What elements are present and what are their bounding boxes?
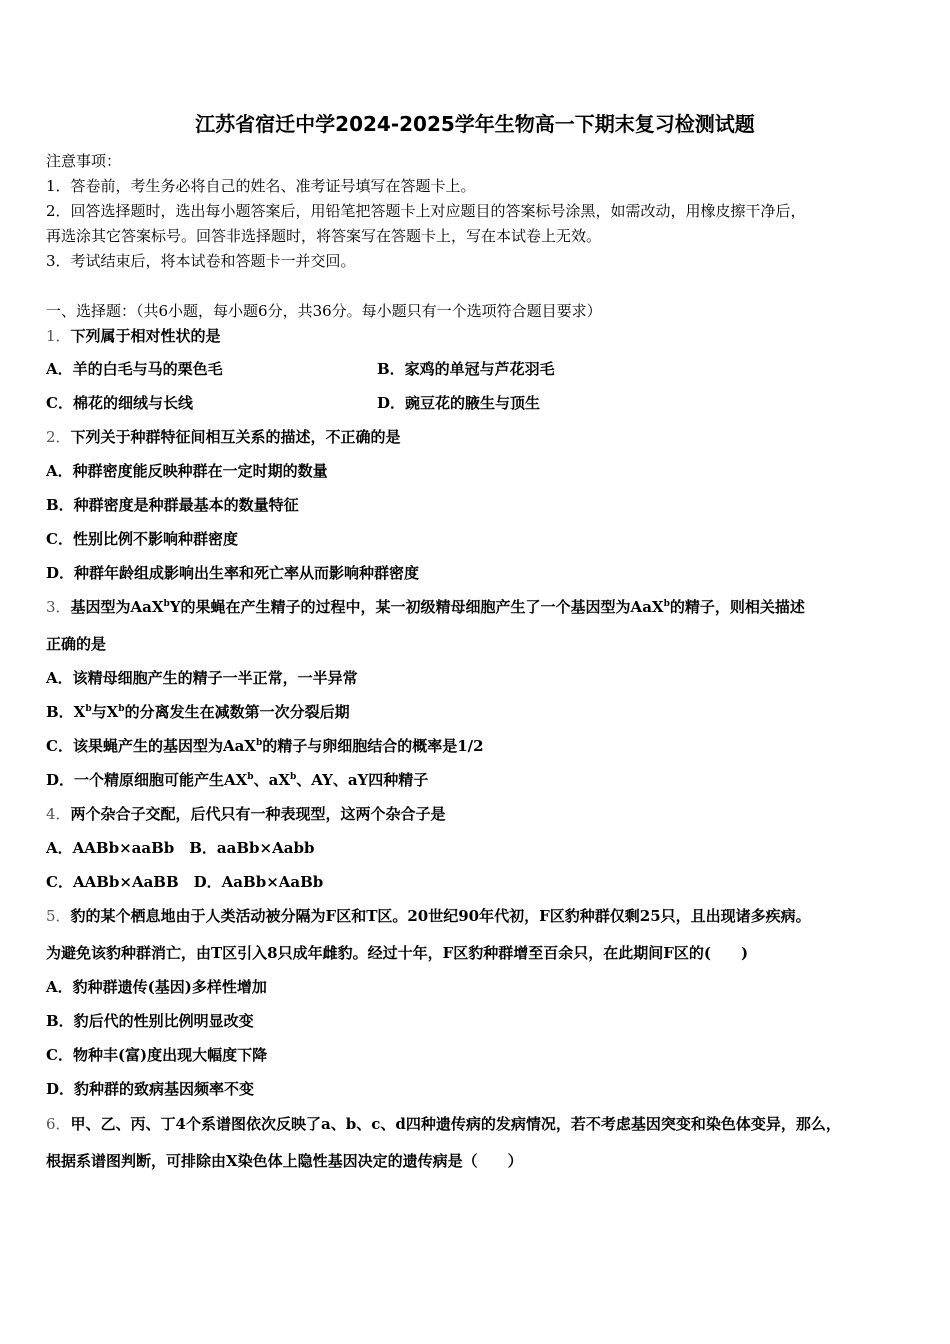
option-a: A．羊的白毛与马的栗色毛 <box>46 360 223 378</box>
option-d <box>46 769 428 791</box>
superscript: b <box>85 704 92 714</box>
option-b: B．种群密度是种群最基本的数量特征 <box>46 496 299 514</box>
option-a: A．该精母细胞产生的精子一半正常，一半异常 <box>46 669 358 687</box>
question-1 <box>46 325 221 347</box>
option-b <box>46 701 350 723</box>
superscript: b <box>163 599 170 609</box>
question-stem-continued: 为避免该豹种群消亡，由T区引入8只成年雌豹。经过十年，F区豹种群增至百余只，在此期间F区的( ) <box>46 944 749 962</box>
option-a: A．种群密度能反映种群在一定时期的数量 <box>46 462 328 480</box>
option-part: C．该果蝇产生的基因型为AaX <box>46 737 256 755</box>
option-b: B．豹后代的性别比例明显改变 <box>46 1012 254 1030</box>
question-number: 3． <box>46 598 71 616</box>
notice-item: 3．考试结束后，将本试卷和答题卡一并交回。 <box>46 252 356 270</box>
notice-heading: 注意事项： <box>46 152 122 170</box>
option-part: 的分离发生在减数第一次分裂后期 <box>124 703 350 721</box>
question-stem: 两个杂合子交配，后代只有一种表现型，这两个杂合子是 <box>70 805 446 823</box>
stem-part: Y的果蝇在产生精子的过程中，某一初级精母细胞产生了一个基因型为AaX <box>169 598 664 616</box>
option-c <box>46 735 484 757</box>
option-b: B．家鸡的单冠与芦花羽毛 <box>377 360 555 378</box>
option-d: D．种群年龄组成影响出生率和死亡率从而影响种群密度 <box>46 564 420 582</box>
stem-part: 的精子，则相关描述 <box>669 598 805 616</box>
question-stem: 豹的某个栖息地由于人类活动被分隔为F区和T区。20世纪90年代初，F区豹种群仅剩25只，且出现诸多疾病。 <box>70 907 811 925</box>
option-part: D．一个精原细胞可能产生AX <box>46 771 248 789</box>
question-stem-continued: 根据系谱图判断，可排除由X染色体上隐性基因决定的遗传病是（ ） <box>46 1152 523 1170</box>
stem-part: 基因型为AaX <box>70 598 164 616</box>
option-c: C．性别比例不影响种群密度 <box>46 530 238 548</box>
superscript: b <box>289 772 297 782</box>
superscript: b <box>247 772 254 782</box>
option-c: C．棉花的细绒与长线 <box>46 394 193 412</box>
option-a: A．豹种群遗传(基因)多样性增加 <box>46 978 267 996</box>
notice-item: 2．回答选择题时，选出每小题答案后，用铅笔把答题卡上对应题目的答案标号涂黑，如需改动，用橡皮擦干净后， <box>46 202 806 220</box>
option-part: 、AY、aY四种精子 <box>296 771 429 789</box>
question-4 <box>46 803 446 825</box>
option-c: C．物种丰(富)度出现大幅度下降 <box>46 1046 268 1064</box>
option-d: D．豌豆花的腋生与顶生 <box>377 394 541 412</box>
question-number: 6． <box>46 1115 71 1133</box>
question-stem: 下列关于种群特征间相互关系的描述，不正确的是 <box>70 428 401 446</box>
options-c-d: C．AABb×AaBB D．AaBb×AaBb <box>46 873 324 891</box>
superscript: b <box>118 704 125 714</box>
notice-item: 再选涂其它答案标号。回答非选择题时，将答案写在答题卡上，写在本试卷上无效。 <box>46 227 602 245</box>
question-stem-continued: 正确的是 <box>46 635 107 653</box>
options-a-b: A．AABb×aaBb B．aaBb×Aabb <box>46 839 315 857</box>
option-part: B．X <box>46 703 86 721</box>
question-number: 1． <box>46 327 71 345</box>
question-stem: 甲、乙、丙、丁4个系谱图依次反映了a、b、c、d四种遗传病的发病情况，若不考虑基因突变和染色体变异，那么， <box>70 1115 841 1133</box>
question-number: 5． <box>46 907 71 925</box>
section-heading: 一、选择题：（共6小题，每小题6分，共36分。每小题只有一个选项符合题目要求） <box>46 302 602 320</box>
question-number: 4． <box>46 805 71 823</box>
question-5 <box>46 905 811 927</box>
question-2 <box>46 426 401 448</box>
question-3 <box>46 596 805 618</box>
notice-item: 1．答卷前，考生务必将自己的姓名、准考证号填写在答题卡上。 <box>46 177 476 195</box>
question-stem <box>71 598 805 616</box>
option-d: D．豹种群的致病基因频率不变 <box>46 1080 255 1098</box>
question-number: 2． <box>46 428 71 446</box>
option-part: 与X <box>91 703 119 721</box>
option-part: 的精子与卵细胞结合的概率是1/2 <box>262 737 484 755</box>
page-title: 江苏省宿迁中学2024-2025学年生物高一下期末复习检测试题 <box>195 112 755 136</box>
question-6 <box>46 1113 841 1135</box>
superscript: b <box>663 599 670 609</box>
superscript: b <box>255 738 263 748</box>
option-part: 、aX <box>253 771 290 789</box>
question-stem: 下列属于相对性状的是 <box>70 327 221 345</box>
